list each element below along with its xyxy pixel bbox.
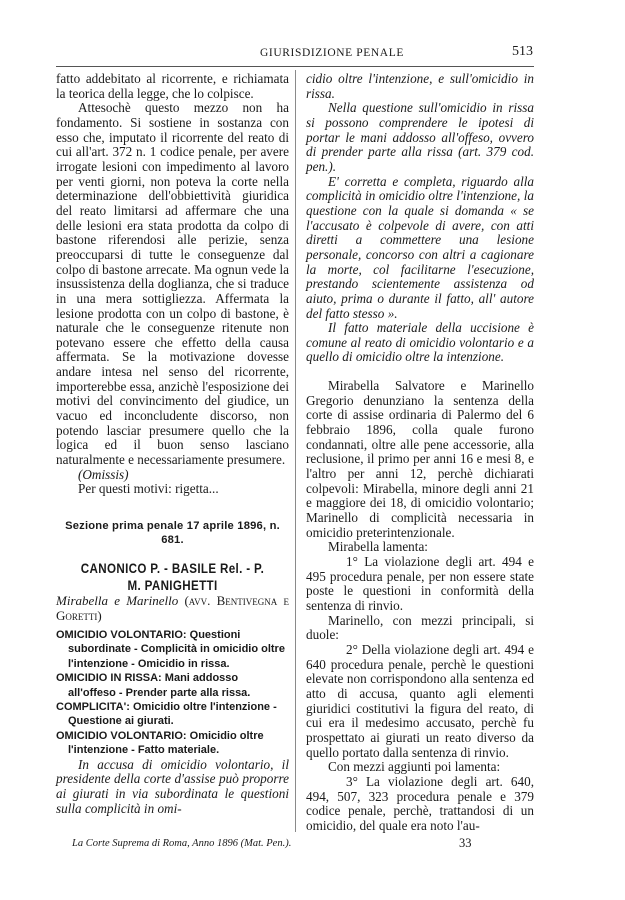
maxim-item <box>56 700 289 729</box>
session-line: Sezione prima penale 17 aprile 1896, n. 681. <box>65 520 280 547</box>
maxim-text: Omicidio oltre l'intenzione - Fatto materiale. <box>68 729 264 757</box>
maxim-text: Questioni subordinate - Complicità in omicidio oltre l'intenzione - Omicidio in rissa. <box>68 629 285 670</box>
judges-line: CANONICO P. - BASILE Rel. - P. M. PANIGHETTI <box>80 561 265 594</box>
header-rule <box>56 66 534 67</box>
headnote: Il fatto materiale della uccisione è comune al reato di omicidio volontario e a quello di omicidio oltre la intenzione. <box>306 320 534 365</box>
running-title: GIURISDIZIONE PENALE <box>260 47 404 59</box>
maxim-text: Mani addosso all'offeso - Prender parte alla rissa. <box>68 672 251 699</box>
paragraph: 2° Della violazione degli art. 494 e 640 procedura penale, perchè le questioni elevate non corrispondono alla sentenza ed atto di accusa, quanto agli elementi giuridici costitutivi la figura del reato, di cui era il medesimo accusato, perchè fu prospettato ai giurati un reato diverso da quello portato dalla sentenza di rinvio. <box>306 641 534 760</box>
headnote: E' corretta e completa, riguardo alla complicità in omicidio oltre l'intenzione, la questione con la quale si domanda « se l'accusato è colpevole di avere, con atti diretti a commettere una lesione personale, concorso con altri a cagionare la morte, col facilitarne l'esecuzione, prestando scientemente assistenza od aiuto, prima o durante il fatto, all' autore del fatto stesso ». <box>306 173 534 321</box>
maxim-term: OMICIDIO IN RISSA: <box>56 672 162 685</box>
paragraph: Marinello, con mezzi principali, si duole: <box>306 612 534 643</box>
headnote: Nella questione sull'omicidio in rissa si possono comprendere le ipotesi di portar le mani addosso all'offeso, ovvero di prender parte alla rissa (art. 379 cod. pen.). <box>306 100 534 174</box>
page-number: 513 <box>512 44 533 59</box>
maxim-item <box>56 729 289 758</box>
parties-names: Mirabella e Marinello <box>56 593 179 609</box>
headnote: In accusa di omicidio volontario, il presidente della corte d'assise può proporre ai giurati in via subordinata le questioni sulla complicità in omi- <box>56 756 289 816</box>
maxim-term: OMICIDIO VOLONTARIO: <box>56 729 187 742</box>
dispositive: Per questi motivi: rigetta... <box>78 481 219 497</box>
paragraph: 3° La violazione degli art. 640, 494, 507, 323 procedura penale e 379 codice penale, perchè, trattandosi di un omicidio, del quale era noto l'au- <box>306 773 534 833</box>
column-divider <box>295 70 296 832</box>
paragraph: Mirabella Salvatore e Marinello Gregorio denunziano la sentenza della corte di assise ordinaria di Palermo del 6 febbraio 1896, colla quale furono condannati, oltre alle pene accessorie, alla reclusione, il primo per anni 16 e mesi 8, e l'altro per anni 12, perchè dichiarati colpevoli: Mirabella, minore degli anni 21 e maggiore dei 18, di omicidio volontario; Marinello di complicità necessaria in omicidio preterintenzionale. <box>306 378 534 540</box>
paragraph: Mirabella lamenta: <box>328 539 428 555</box>
paragraph: fatto addebitato al ricorrente, e richiamata la teorica della legge, che lo colpisce. <box>56 71 289 101</box>
paragraph: 1° La violazione degli art. 494 e 495 procedura penale, per non essere state poste le questioni in conformità della sentenza di rinvio. <box>306 554 534 613</box>
signature-mark: 33 <box>459 836 472 850</box>
maxims-block <box>56 628 289 758</box>
left-column <box>56 72 289 816</box>
headnote: cidio oltre l'intenzione, e sull'omicidio in rissa. <box>306 71 534 101</box>
paragraph: Attesochè questo mezzo non ha fondamento. Si sostiene in sostanza con esso che, imputato il ricorrente del reato di cui all'art. 372 n. 1 codice penale, per avere irrogate lesioni con impedimento al lavoro per venti giorni, non poteva la corte nella determinazione dell'obbiettività giuridica del reato limitarsi ad affermare che una delle lesioni era stata prodotta da colpo di bastone riferendosi alle perizie, senza preoccuparsi di tutte le conseguenze dal colpo di bastone arrecate. Ma ognun vede la insussistenza della doglianza, che si traduce in una mera sottigliezza. Affermata la lesione prodotta con un colpo di bastone, è naturale che le conseguenze ritenute non potevano essere che effetto della causa affermata. Se la motivazione dovesse andare intesa nel senso del ricorrente, importerebbe essa, anzichè l'esposizione dei motivi del convincimento del giudice, un vacuo ed inconcludente discorso, non potendo lasciar presumere quello che la logica ed il buon senso lasciano naturalmente e necessariamente presumere. <box>56 100 289 468</box>
paragraph: Con mezzi aggiunti poi lamenta: <box>328 759 501 775</box>
footer-source: La Corte Suprema di Roma, Anno 1896 (Mat. Pen.). <box>72 838 292 849</box>
right-column <box>306 72 534 833</box>
maxim-text: Omicidio oltre l'intenzione - Questione ai giurati. <box>68 701 277 728</box>
parties-counsel: (avv. Bentivegna e Goretti) <box>56 593 290 623</box>
parties-line <box>56 594 289 623</box>
omissis: (Omissis) <box>78 466 129 482</box>
maxim-item <box>56 628 289 671</box>
maxim-term: COMPLICITA': <box>56 701 130 714</box>
maxim-item <box>56 671 289 700</box>
maxim-term: OMICIDIO VOLONTARIO: <box>56 629 187 642</box>
